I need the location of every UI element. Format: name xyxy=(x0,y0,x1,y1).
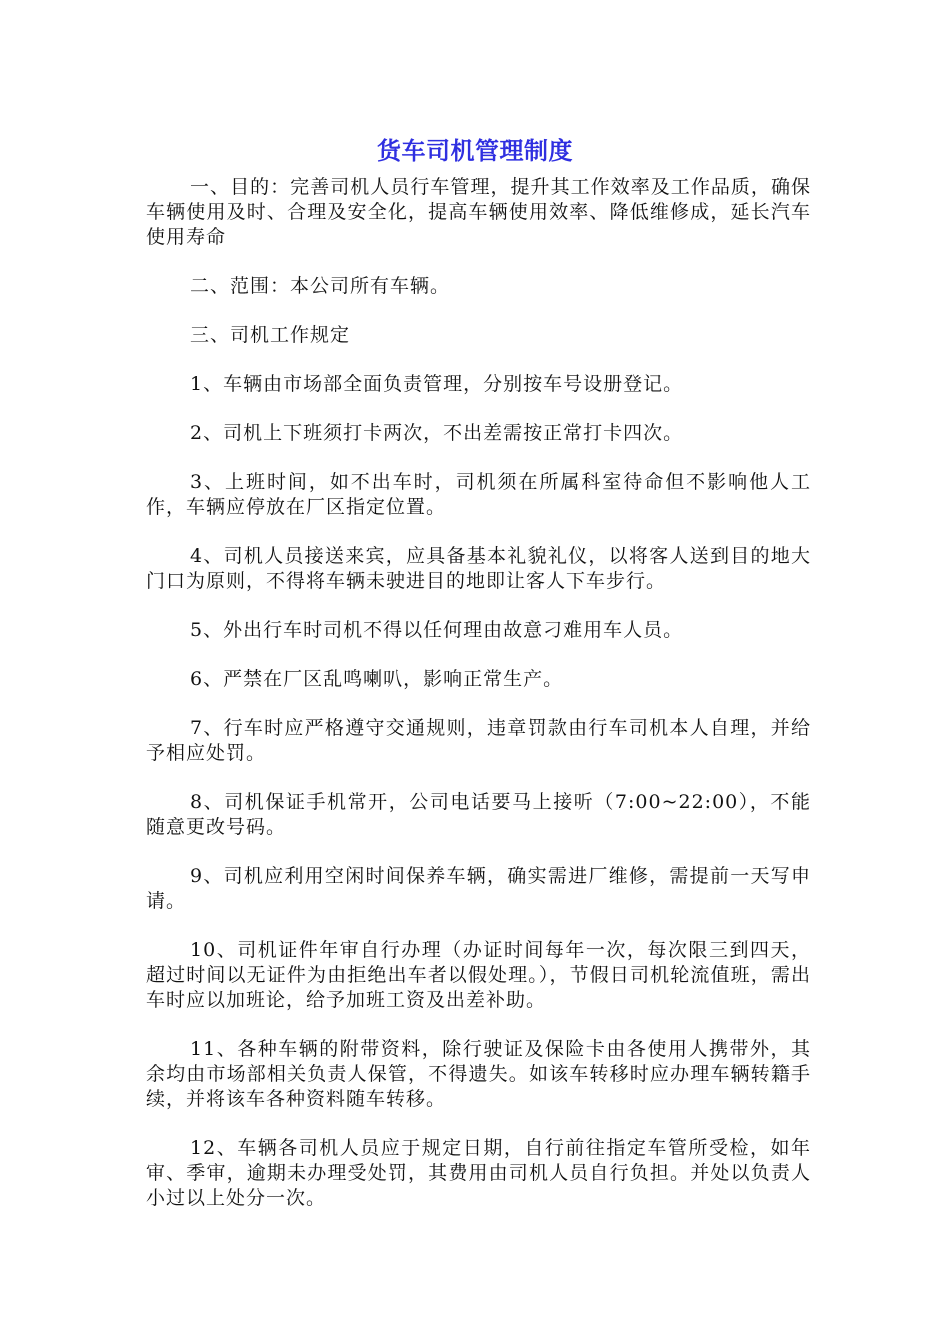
paragraph-rule-6: 6、严禁在厂区乱鸣喇叭，影响正常生产。 xyxy=(190,668,564,690)
paragraph-rule-11: 11、各种车辆的附带资料，除行驶证及保险卡由各使用人携带外，其余均由市场部相关负责人保管，不得遗失。如该车转移时应办理车辆转籍手续，并将该车各种资料随车转移。 xyxy=(146,1038,811,1110)
paragraph-rule-10: 10、司机证件年审自行办理（办证时间每年一次，每次限三到四天，超过时间以无证件为由拒绝出车者以假处理。），节假日司机轮流值班，需出车时应以加班论，给予加班工资及出差补助。 xyxy=(146,939,811,1011)
paragraph-rule-12: 12、车辆各司机人员应于规定日期，自行前往指定车管所受检，如年审、季审，逾期未办理受处罚，其费用由司机人员自行负担。并处以负责人小过以上处分一次。 xyxy=(146,1137,811,1209)
paragraph-purpose: 一、目的：完善司机人员行车管理，提升其工作效率及工作品质，确保车辆使用及时、合理及安全化，提高车辆使用效率、降低维修成，延长汽车使用寿命 xyxy=(146,176,811,248)
paragraph-rule-2: 2、司机上下班须打卡两次，不出差需按正常打卡四次。 xyxy=(190,422,684,444)
paragraph-rule-8: 8、司机保证手机常开，公司电话要马上接听（7:00~22:00），不能随意更改号码。 xyxy=(146,791,811,838)
paragraph-rule-9: 9、司机应利用空闲时间保养车辆，确实需进厂维修，需提前一天写申请。 xyxy=(146,865,811,912)
paragraph-rule-7: 7、行车时应严格遵守交通规则，违章罚款由行车司机本人自理，并给予相应处罚。 xyxy=(146,717,811,764)
document-body xyxy=(146,175,811,1235)
paragraph-rule-3: 3、上班时间，如不出车时，司机须在所属科室待命但不影响他人工作，车辆应停放在厂区指定位置。 xyxy=(146,471,811,518)
paragraph-rules-heading: 三、司机工作规定 xyxy=(190,324,351,346)
paragraph-scope: 二、范围：本公司所有车辆。 xyxy=(190,275,451,297)
paragraph-rule-4: 4、司机人员接送来宾，应具备基本礼貌礼仪，以将客人送到目的地大门口为原则，不得将车辆未驶进目的地即让客人下车步行。 xyxy=(146,545,811,592)
document-title: 货车司机管理制度 xyxy=(377,137,573,165)
paragraph-rule-5: 5、外出行车时司机不得以任何理由故意刁难用车人员。 xyxy=(190,619,684,641)
paragraph-rule-1: 1、车辆由市场部全面负责管理，分别按车号设册登记。 xyxy=(190,373,684,395)
